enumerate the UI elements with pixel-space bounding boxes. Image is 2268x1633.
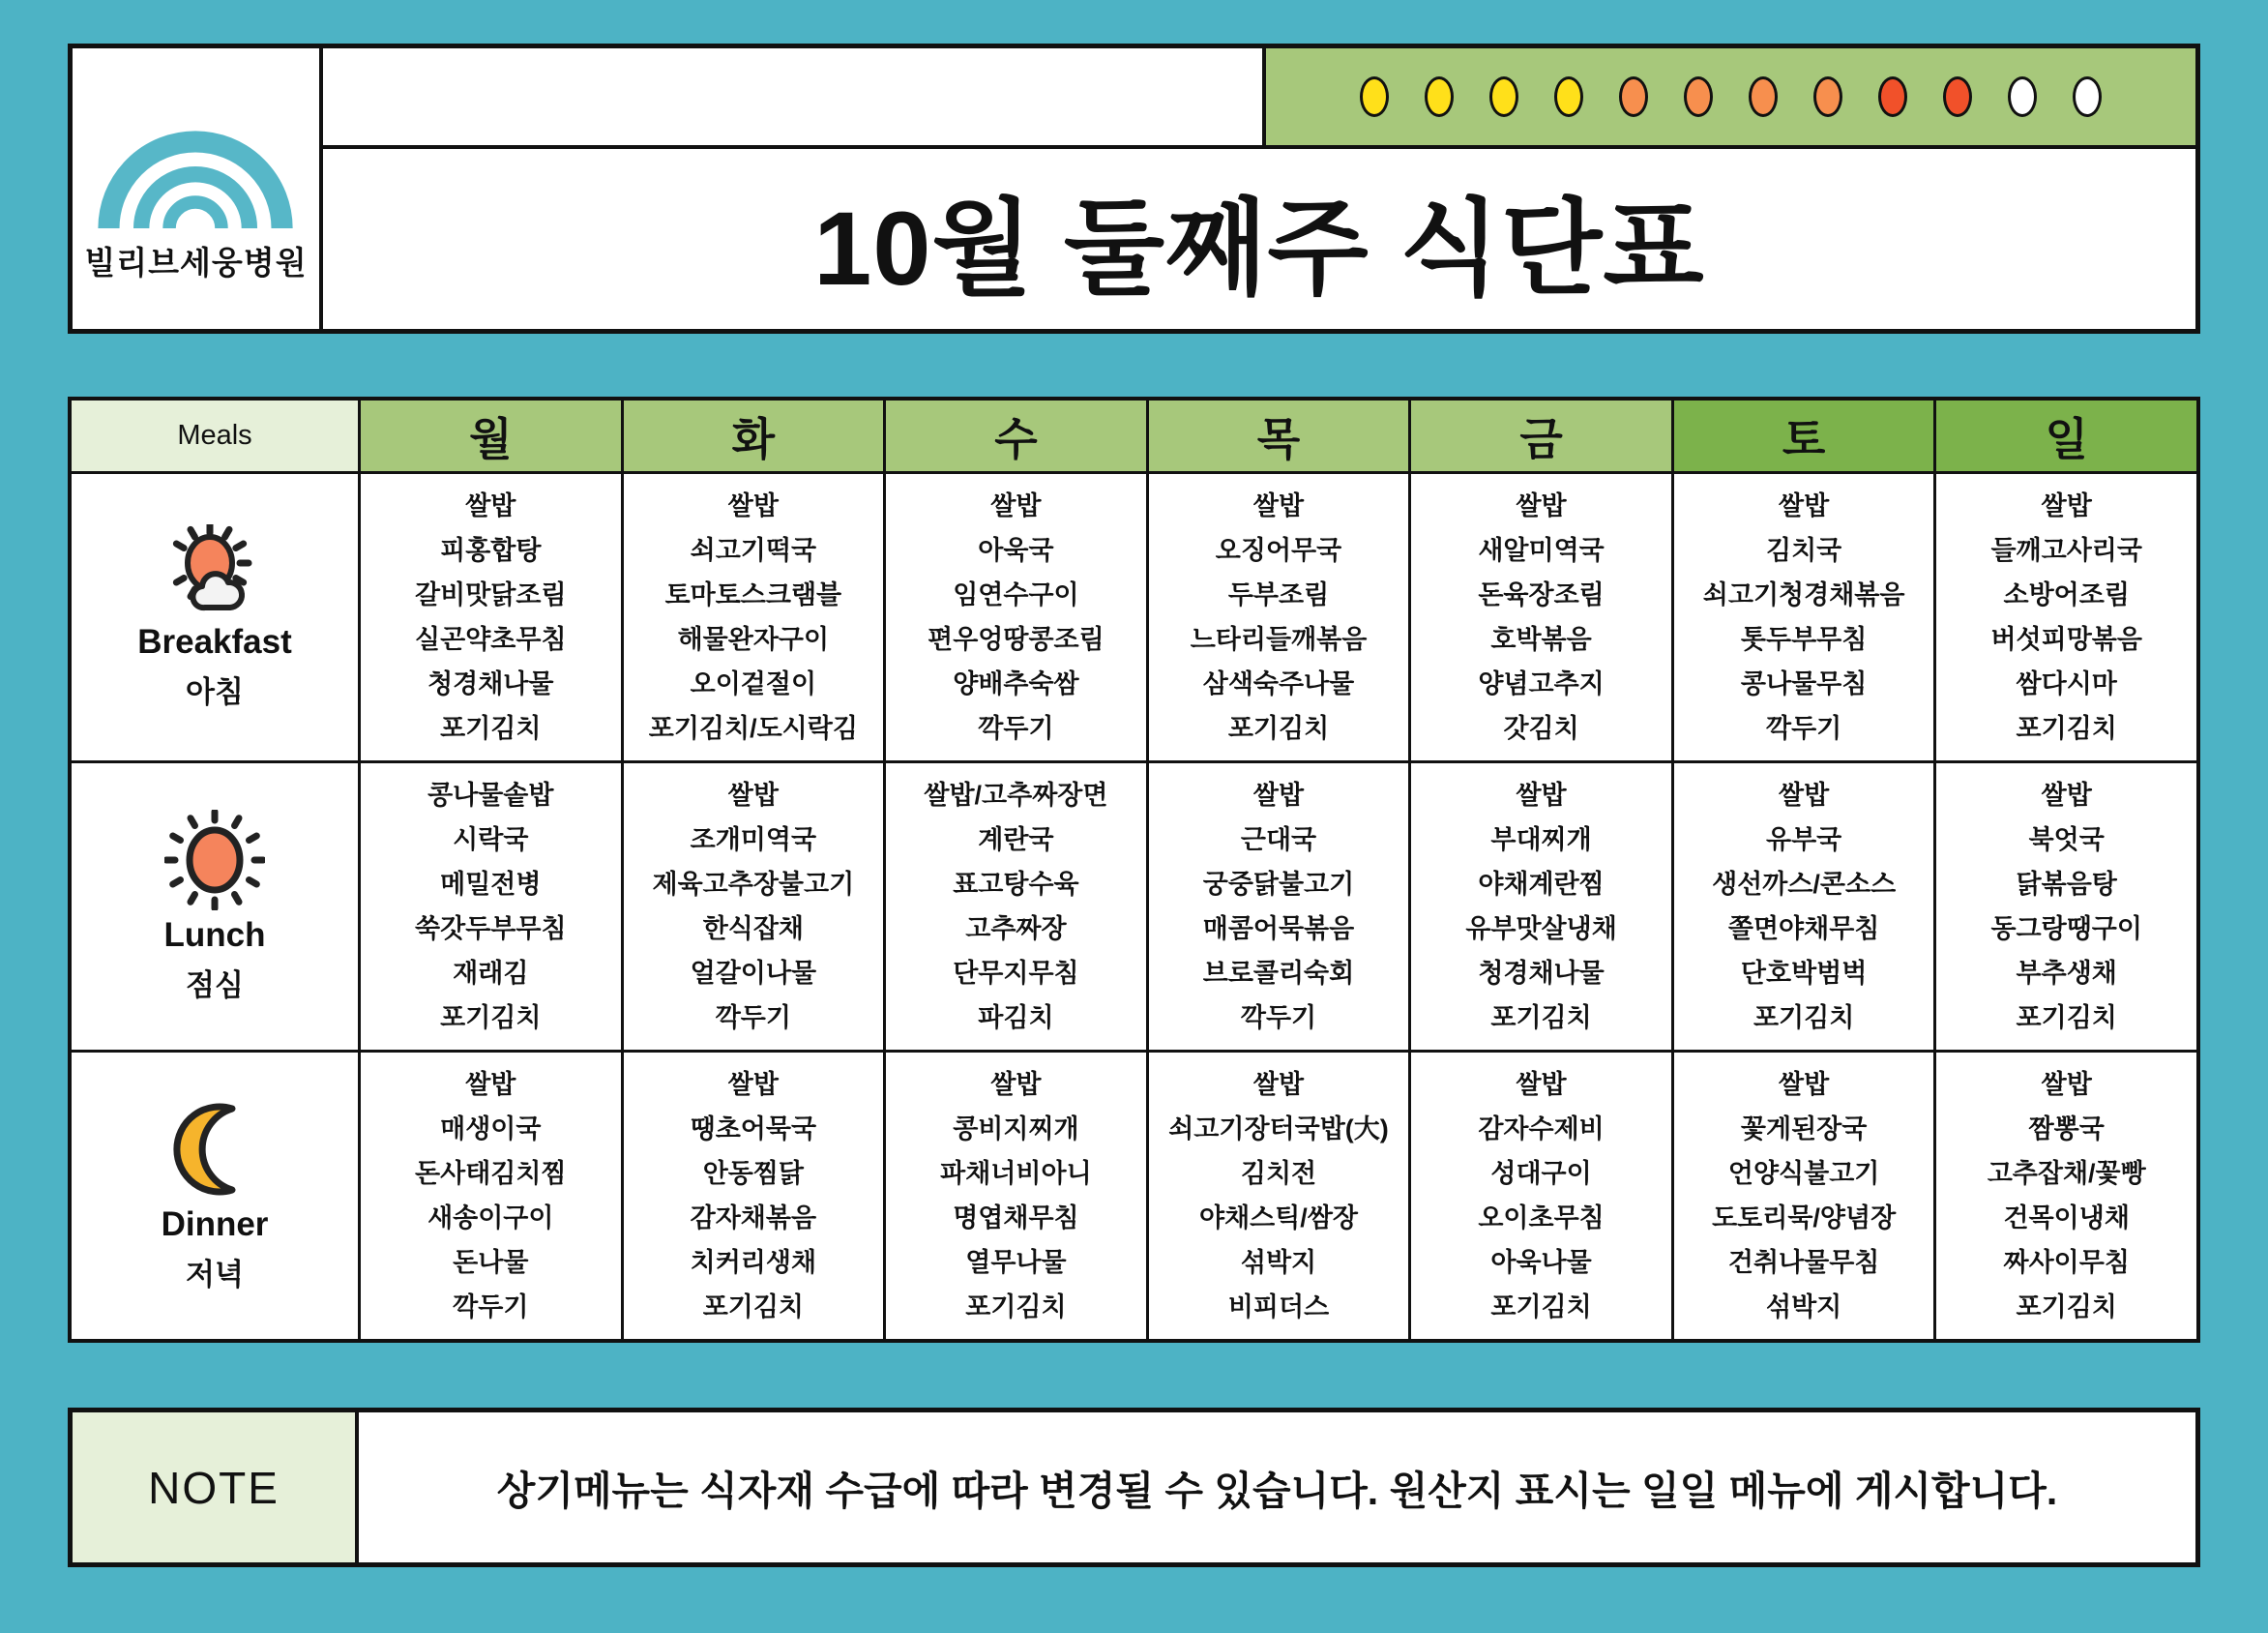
menu-item: 유부국 xyxy=(1766,825,1842,854)
menu-item: 섞박지 xyxy=(1240,1248,1317,1277)
menu-item: 재래김 xyxy=(453,959,529,988)
menu-item: 쌀밥/고추짜장면 xyxy=(924,781,1108,810)
menu-item: 쌀밥 xyxy=(727,781,779,810)
dot-icon xyxy=(1749,76,1778,117)
menu-item: 쌈다시마 xyxy=(2016,669,2117,698)
menu-item: 야채스틱/쌈장 xyxy=(1198,1203,1358,1232)
menu-cell xyxy=(1149,1053,1409,1339)
menu-cell xyxy=(1674,474,1934,760)
menu-item: 콩나물무침 xyxy=(1740,669,1868,698)
menu-item: 단호박범벅 xyxy=(1740,959,1868,988)
hospital-logo xyxy=(73,48,323,329)
menu-item: 돈사태김치찜 xyxy=(415,1159,567,1188)
menu-item: 얼갈이나물 xyxy=(690,959,817,988)
menu-item: 포기김치 xyxy=(2016,1292,2117,1321)
day-header: 금 xyxy=(1411,401,1671,471)
menu-item: 갓김치 xyxy=(1503,714,1579,743)
menu-item: 매생이국 xyxy=(440,1114,542,1143)
menu-item: 새알미역국 xyxy=(1478,536,1605,565)
meal-label-lunch xyxy=(72,763,358,1050)
menu-item: 돈나물 xyxy=(453,1248,529,1277)
menu-item: 유부맛살냉채 xyxy=(1465,914,1617,943)
menu-item: 표고탕수육 xyxy=(953,870,1079,899)
menu-cell xyxy=(624,474,884,760)
menu-item: 북엇국 xyxy=(2028,825,2105,854)
menu-item: 임연수구이 xyxy=(953,580,1079,609)
menu-item: 버섯피망볶음 xyxy=(1990,625,2142,654)
menu-item: 포기김치 xyxy=(1490,1292,1592,1321)
menu-cell xyxy=(1936,474,2196,760)
dot-icon xyxy=(1684,76,1713,117)
menu-cell xyxy=(361,763,621,1050)
menu-item: 피홍합탕 xyxy=(440,536,542,565)
menu-item: 김치전 xyxy=(1240,1159,1317,1188)
meals-header: Meals xyxy=(72,401,358,471)
menu-item: 궁중닭불고기 xyxy=(1202,870,1355,899)
menu-item: 생선까스/콘소스 xyxy=(1712,870,1897,899)
meal-name-ko: 저녁 xyxy=(186,1257,244,1292)
menu-item: 열무나물 xyxy=(965,1248,1067,1277)
menu-item: 포기김치 xyxy=(440,714,542,743)
menu-item: 섞박지 xyxy=(1766,1292,1842,1321)
menu-item: 건목이냉채 xyxy=(2003,1203,2130,1232)
menu-item: 쌀밥 xyxy=(1516,781,1567,810)
menu-item: 포기김치 xyxy=(965,1292,1067,1321)
menu-item: 쇠고기청경채볶음 xyxy=(1702,580,1905,609)
menu-item: 양배추숙쌈 xyxy=(953,669,1079,698)
sun-cloud-icon xyxy=(166,524,263,617)
menu-cell xyxy=(624,763,884,1050)
meal-label-breakfast xyxy=(72,474,358,760)
menu-item: 쇠고기떡국 xyxy=(690,536,817,565)
menu-item: 닭볶음탕 xyxy=(2016,870,2117,899)
dots-bar xyxy=(1262,48,2195,145)
meal-label-dinner xyxy=(72,1053,358,1339)
menu-cell xyxy=(361,1053,621,1339)
menu-item: 쫄면야채무침 xyxy=(1727,914,1880,943)
menu-item: 쌀밥 xyxy=(2041,1070,2092,1099)
menu-item: 조개미역국 xyxy=(690,825,817,854)
menu-cell xyxy=(886,474,1146,760)
menu-cell xyxy=(1674,763,1934,1050)
header-top-strip xyxy=(323,48,2195,149)
menu-item: 김치국 xyxy=(1766,536,1842,565)
menu-item: 고추짜장 xyxy=(965,914,1067,943)
menu-item: 부대찌개 xyxy=(1490,825,1592,854)
note-text: 상기메뉴는 식자재 수급에 따라 변경될 수 있습니다. 원산지 표시는 일일 메뉴에 게시합니다. xyxy=(496,1469,2058,1513)
dot-icon xyxy=(1813,76,1842,117)
menu-item: 쌀밥 xyxy=(727,1070,779,1099)
menu-item: 갈비맛닭조림 xyxy=(415,580,567,609)
page-title: 10월 둘째주 식단표 xyxy=(813,189,1705,307)
menu-item: 쑥갓두부무침 xyxy=(415,914,567,943)
menu-item: 쇠고기장터국밥(大) xyxy=(1168,1114,1389,1143)
menu-item: 호박볶음 xyxy=(1490,625,1592,654)
menu-item: 쌀밥 xyxy=(1779,491,1830,520)
menu-item: 시락국 xyxy=(453,825,529,854)
menu-item: 아욱나물 xyxy=(1490,1248,1592,1277)
menu-item: 오이겉절이 xyxy=(690,669,817,698)
menu-item: 깍두기 xyxy=(1766,714,1842,743)
note-label: NOTE xyxy=(73,1412,359,1562)
menu-item: 쌀밥 xyxy=(1252,1070,1305,1099)
menu-item: 쌀밥 xyxy=(465,1070,516,1099)
dot-icon xyxy=(1425,76,1454,117)
menu-item: 포기김치 xyxy=(440,1003,542,1032)
menu-item: 깍두기 xyxy=(715,1003,791,1032)
menu-item: 깍두기 xyxy=(453,1292,529,1321)
menu-item: 쌀밥 xyxy=(1516,491,1567,520)
menu-item: 제육고추장불고기 xyxy=(652,870,855,899)
menu-item: 명엽채무침 xyxy=(953,1203,1079,1232)
menu-item: 브로콜리숙회 xyxy=(1202,959,1355,988)
menu-item: 포기김치 xyxy=(702,1292,805,1321)
menu-item: 건취나물무침 xyxy=(1727,1248,1880,1277)
dot-icon xyxy=(1360,76,1389,117)
title-area xyxy=(323,149,2195,329)
menu-item: 안동찜닭 xyxy=(702,1159,805,1188)
menu-item: 편우엉땅콩조림 xyxy=(928,625,1105,654)
menu-item: 쌀밥 xyxy=(990,1070,1042,1099)
menu-item: 부추생채 xyxy=(2016,959,2117,988)
menu-item: 포기김치 xyxy=(1227,714,1330,743)
menu-item: 매콤어묵볶음 xyxy=(1202,914,1355,943)
dot-icon xyxy=(2073,76,2102,117)
menu-item: 감자수제비 xyxy=(1478,1114,1605,1143)
menu-item: 한식잡채 xyxy=(702,914,805,943)
day-header: 목 xyxy=(1149,401,1409,471)
menu-item: 파채너비아니 xyxy=(940,1159,1092,1188)
rainbow-logo-icon xyxy=(92,103,300,228)
menu-item: 쌀밥 xyxy=(465,491,516,520)
dot-icon xyxy=(1619,76,1648,117)
menu-item: 돈육장조림 xyxy=(1478,580,1605,609)
note xyxy=(68,1408,2200,1567)
menu-item: 야채계란찜 xyxy=(1478,870,1605,899)
menu-item: 쌀밥 xyxy=(990,491,1042,520)
menu-item: 깍두기 xyxy=(978,714,1054,743)
menu-item: 쌀밥 xyxy=(727,491,779,520)
menu-item: 쌀밥 xyxy=(2041,781,2092,810)
menu-item: 두부조림 xyxy=(1227,580,1330,609)
menu-cell xyxy=(1936,1053,2196,1339)
menu-item: 짬뽕국 xyxy=(2028,1114,2105,1143)
menu-item: 소방어조림 xyxy=(2003,580,2130,609)
menu-table xyxy=(68,397,2200,1343)
menu-cell xyxy=(886,763,1146,1050)
dot-icon xyxy=(2008,76,2037,117)
menu-item: 실곤약초무침 xyxy=(415,625,567,654)
menu-item: 도토리묵/양념장 xyxy=(1712,1203,1897,1232)
menu-item: 해물완자구이 xyxy=(677,625,830,654)
menu-cell xyxy=(1674,1053,1934,1339)
menu-item: 쌀밥 xyxy=(1252,491,1305,520)
dot-icon xyxy=(1878,76,1907,117)
menu-item: 톳두부무침 xyxy=(1740,625,1868,654)
menu-item: 감자채볶음 xyxy=(690,1203,817,1232)
sun-icon xyxy=(164,810,265,910)
menu-item: 꽃게된장국 xyxy=(1740,1114,1868,1143)
header-right xyxy=(323,48,2195,329)
menu-item: 양념고추지 xyxy=(1478,669,1605,698)
menu-item: 땡초어묵국 xyxy=(690,1114,817,1143)
menu-item: 청경채나물 xyxy=(427,669,554,698)
menu-item: 들깨고사리국 xyxy=(1990,536,2142,565)
day-header: 월 xyxy=(361,401,621,471)
menu-item: 오이초무침 xyxy=(1478,1203,1605,1232)
menu-item: 삼색숙주나물 xyxy=(1202,669,1355,698)
menu-cell xyxy=(361,474,621,760)
menu-item: 쌀밥 xyxy=(1779,1070,1830,1099)
menu-item: 언양식불고기 xyxy=(1727,1159,1880,1188)
menu-cell xyxy=(1411,1053,1671,1339)
menu-item: 파김치 xyxy=(978,1003,1054,1032)
day-header: 토 xyxy=(1674,401,1934,471)
day-header: 일 xyxy=(1936,401,2196,471)
meal-name-en: Dinner xyxy=(161,1204,269,1243)
menu-item: 짜사이무침 xyxy=(2003,1248,2130,1277)
menu-item: 콩비지찌개 xyxy=(953,1114,1079,1143)
menu-item: 계란국 xyxy=(978,825,1054,854)
menu-item: 메밀전병 xyxy=(440,870,542,899)
menu-item: 포기김치 xyxy=(2016,1003,2117,1032)
menu-item: 오징어무국 xyxy=(1215,536,1342,565)
menu-item: 토마토스크램블 xyxy=(664,580,842,609)
menu-item: 포기김치/도시락김 xyxy=(648,714,858,743)
menu-cell xyxy=(1411,763,1671,1050)
menu-cell xyxy=(1149,474,1409,760)
menu-item: 성대구이 xyxy=(1490,1159,1592,1188)
menu-item: 동그랑땡구이 xyxy=(1990,914,2142,943)
day-header: 수 xyxy=(886,401,1146,471)
menu-cell xyxy=(886,1053,1146,1339)
menu-item: 청경채나물 xyxy=(1478,959,1605,988)
meal-name-ko: 아침 xyxy=(186,674,244,709)
dot-icon xyxy=(1943,76,1972,117)
menu-item: 포기김치 xyxy=(1490,1003,1592,1032)
menu-item: 포기김치 xyxy=(1753,1003,1855,1032)
menu-item: 쌀밥 xyxy=(1779,781,1830,810)
menu-item: 단무지무침 xyxy=(953,959,1079,988)
menu-item: 치커리생채 xyxy=(690,1248,817,1277)
menu-item: 깍두기 xyxy=(1240,1003,1317,1032)
meal-name-ko: 점심 xyxy=(186,967,244,1002)
menu-item: 콩나물솥밥 xyxy=(427,781,554,810)
dot-icon xyxy=(1489,76,1518,117)
menu-cell xyxy=(1411,474,1671,760)
menu-item: 쌀밥 xyxy=(1252,781,1305,810)
menu-cell xyxy=(1936,763,2196,1050)
dot-icon xyxy=(1554,76,1583,117)
meal-name-en: Lunch xyxy=(163,915,266,954)
menu-item: 새송이구이 xyxy=(427,1203,554,1232)
moon-icon xyxy=(172,1099,257,1200)
header xyxy=(68,44,2200,334)
menu-item: 근대국 xyxy=(1240,825,1317,854)
menu-item: 쌀밥 xyxy=(1516,1070,1567,1099)
day-header: 화 xyxy=(624,401,884,471)
menu-item: 포기김치 xyxy=(2016,714,2117,743)
meal-name-en: Breakfast xyxy=(137,622,292,661)
menu-item: 아욱국 xyxy=(978,536,1054,565)
menu-item: 느타리들깨볶음 xyxy=(1190,625,1368,654)
hospital-name: 빌리브세웅병원 xyxy=(84,244,308,281)
menu-item: 비피더스 xyxy=(1227,1292,1330,1321)
menu-cell xyxy=(1149,763,1409,1050)
menu-item: 고추잡채/꽃빵 xyxy=(1987,1159,2146,1188)
menu-item: 쌀밥 xyxy=(2041,491,2092,520)
menu-cell xyxy=(624,1053,884,1339)
